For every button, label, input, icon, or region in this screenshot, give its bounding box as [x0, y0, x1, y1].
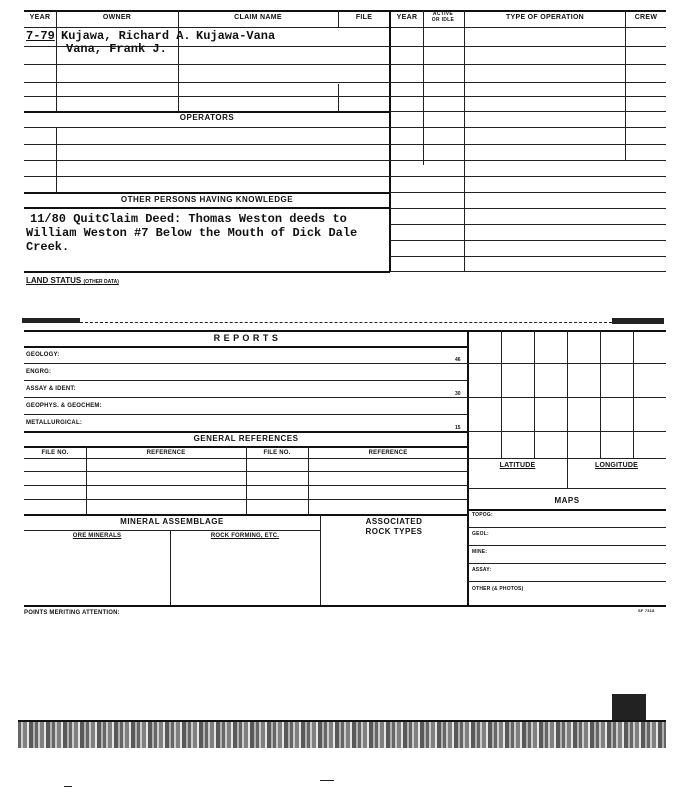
- land-status-title: LAND STATUS: [26, 276, 82, 285]
- header-type-of-operation: TYPE OF OPERATION: [505, 14, 585, 21]
- scan-dark-block: [612, 694, 646, 720]
- report-geophys-label: GEOPHYS. & GEOCHEM:: [26, 403, 102, 409]
- rock-types-heading: ROCK TYPES: [365, 527, 423, 536]
- ore-minerals-label: ORE MINERALS: [72, 533, 122, 539]
- map-topog-label: TOPOG:: [472, 512, 493, 518]
- form-code: SF 7318: [638, 608, 655, 613]
- report-assay-num: 30: [455, 391, 461, 397]
- report-geology-label: GEOLOGY:: [26, 352, 60, 358]
- header-year: YEAR: [29, 14, 51, 21]
- entry-owner-line-1: Kujawa, Richard A.: [61, 29, 191, 43]
- map-assay-label: ASSAY:: [472, 567, 492, 573]
- ref-reference-1: REFERENCE: [146, 450, 186, 456]
- report-engrg-label: ENGRG:: [26, 369, 52, 375]
- report-geology-num: 46: [455, 357, 461, 363]
- entry-year: 7-79: [26, 29, 55, 43]
- ref-file-no-1: FILE NO.: [41, 450, 69, 456]
- map-mine-label: MINE:: [472, 549, 488, 555]
- latitude-label: LATITUDE: [499, 462, 536, 469]
- map-geol-label: GEOL:: [472, 531, 489, 537]
- land-status-sub: (OTHER DATA): [83, 279, 119, 285]
- mineral-assemblage-heading: MINERAL ASSEMBLAGE: [120, 517, 224, 526]
- report-metallurgical-label: METALLURGICAL:: [26, 420, 83, 426]
- map-other-label: OTHER (& PHOTOS): [472, 586, 524, 592]
- ref-file-no-2: FILE NO.: [263, 450, 291, 456]
- reports-heading: R E P O R T S: [213, 333, 279, 343]
- header-owner: OWNER: [102, 14, 132, 21]
- points-meriting-attention-label: POINTS MERITING ATTENTION:: [24, 610, 120, 616]
- knowledge-line-2: William Weston #7 Below the Mouth of Dick Dale: [26, 226, 358, 240]
- scan-smudge-left: [22, 318, 80, 323]
- other-persons-heading: OTHER PERSONS HAVING KNOWLEDGE: [120, 195, 294, 204]
- associated-heading: ASSOCIATED: [365, 517, 423, 526]
- scan-smudge-right: [612, 318, 664, 324]
- report-assay-label: ASSAY & IDENT:: [26, 386, 76, 392]
- report-metallurgical-num: 15: [455, 425, 461, 431]
- general-references-heading: GENERAL REFERENCES: [193, 434, 299, 443]
- header-file: FILE: [355, 14, 373, 21]
- knowledge-line-1: 11/80 QuitClaim Deed: Thomas Weston deeds to: [30, 212, 347, 226]
- rock-forming-label: ROCK FORMING, ETC.: [210, 533, 280, 539]
- ref-reference-2: REFERENCE: [368, 450, 408, 456]
- knowledge-line-3: Creek.: [26, 240, 70, 254]
- maps-heading: MAPS: [554, 496, 580, 505]
- longitude-label: LONGITUDE: [594, 462, 639, 469]
- header-crew: CREW: [634, 14, 658, 21]
- land-status-label: [26, 276, 119, 285]
- header-claim-name: CLAIM NAME: [234, 14, 282, 21]
- scan-noise-band: [18, 722, 666, 748]
- header-year-2: YEAR: [396, 14, 418, 21]
- header-active-idle: ACTIVE OR IDLE: [431, 11, 455, 23]
- entry-claim-name: Kujawa-Vana: [196, 29, 276, 43]
- entry-owner-line-2: Vana, Frank J.: [66, 42, 167, 56]
- operators-heading: OPERATORS: [179, 113, 235, 122]
